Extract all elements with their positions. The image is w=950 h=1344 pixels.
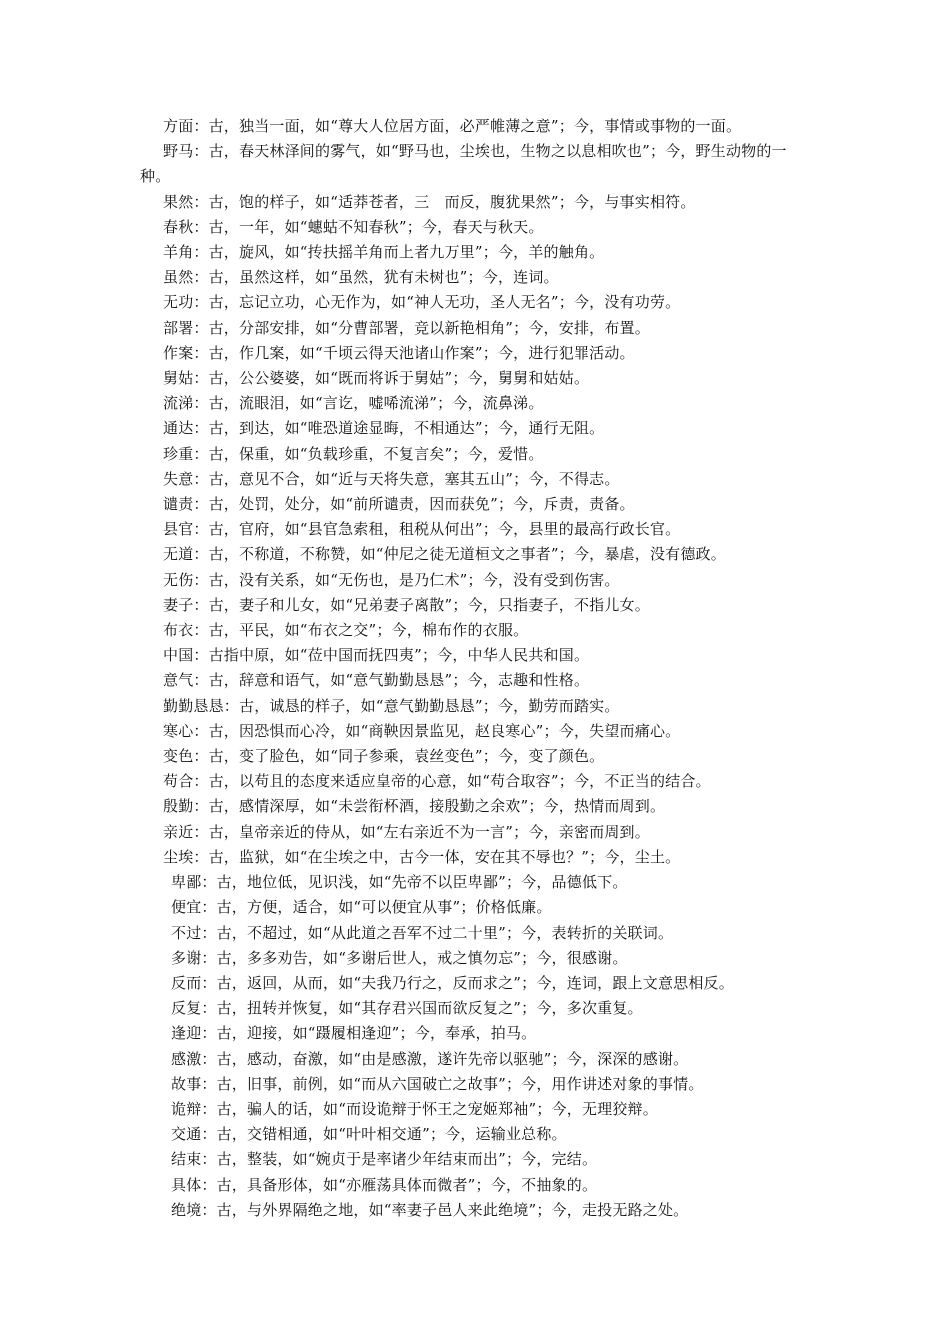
glossary-entry: 妻子：古，妻子和儿女，如“兄弟妻子离散”；今，只指妻子，不指儿女。 bbox=[163, 595, 650, 614]
glossary-entry: 变色：古，变了脸色，如“同子参乘，袁丝变色”；今，变了颜色。 bbox=[163, 747, 605, 766]
glossary-entry: 无伤：古，没有关系，如“无伤也，是乃仁术”；今，没有受到伤害。 bbox=[163, 570, 620, 589]
glossary-entry: 果然：古，饱的样子，如“适莽苍者，三 而反，腹犹果然”；今，与事实相符。 bbox=[163, 192, 696, 211]
glossary-entry: 诡辩：古，骗人的话，如“而设诡辩于怀王之宠姬郑袖”；今，无理狡辩。 bbox=[171, 1099, 658, 1118]
glossary-entry: 感激：古，感动，奋激，如“由是感激，遂许先帝以驱驰”；今，深深的感谢。 bbox=[171, 1049, 689, 1068]
glossary-entry: 羊角：古，旋风，如“抟扶摇羊角而上者九万里”；今，羊的触角。 bbox=[163, 243, 605, 262]
glossary-entry: 多谢：古，多多劝告，如“多谢后世人，戒之慎勿忘”；今，很感谢。 bbox=[171, 948, 628, 967]
glossary-entry: 反而：古，返回，从而，如“夫我乃行之，反而求之”；今，连词，跟上文意思相反。 bbox=[171, 973, 734, 992]
glossary-entry: 故事：古，旧事，前例，如“而从六国破亡之故事”；今，用作讲述对象的事情。 bbox=[171, 1074, 704, 1093]
glossary-entry: 无道：古，不称道，不称赞，如“仲尼之徒无道桓文之事者”；今，暴虐，没有德政。 bbox=[163, 545, 726, 564]
glossary-entry: 亲近：古，皇帝亲近的侍从，如“左右亲近不为一言”；今，亲密而周到。 bbox=[163, 822, 650, 841]
glossary-entry: 春秋：古，一年，如“蟪蛄不知春秋”；今，春天与秋天。 bbox=[163, 217, 544, 236]
glossary-entry: 方面：古，独当一面，如“尊大人位居方面，必严帷薄之意”；今，事情或事物的一面。 bbox=[163, 117, 742, 135]
glossary-entry: 反复：古，扭转并恢复，如“其存君兴国而欲反复之”；今，多次重复。 bbox=[171, 999, 643, 1018]
glossary-entry: 舅姑：古，公公婆婆，如“既而将诉于舅姑”；今，舅舅和姑姑。 bbox=[163, 369, 590, 388]
glossary-entry: 绝境：古，与外界隔绝之地，如“率妻子邑人来此绝境”；今，走投无路之处。 bbox=[171, 1200, 689, 1219]
glossary-entry: 通达：古，到达，如“唯恐道途显晦，不相通达”；今，通行无阻。 bbox=[163, 419, 605, 438]
glossary-entry: 寒心：古，因恐惧而心冷，如“商鞅因景监见，赵良寒心”；今，失望而痛心。 bbox=[163, 721, 681, 740]
glossary-entry: 具体：古，具备形体，如“亦雁荡具体而微者”；今，不抽象的。 bbox=[171, 1175, 598, 1194]
glossary-entry: 部署：古，分部安排，如“分曹部署，竞以新艳相角”；今，安排，布置。 bbox=[163, 318, 650, 337]
glossary-entry: 意气：古，辞意和语气，如“意气勤勤恳恳”；今，志趣和性格。 bbox=[163, 671, 590, 690]
glossary-entry: 流涕：古，流眼泪，如“言讫，嘘唏流涕”；今，流鼻涕。 bbox=[163, 394, 544, 413]
glossary-entry: 布衣：古，平民，如“布衣之交”；今，棉布作的衣服。 bbox=[163, 621, 529, 640]
glossary-entry: 野马：古，春天林泽间的雾气，如“野马也，尘埃也，生物之以息相吹也”；今，野生动物的一种。 bbox=[140, 142, 787, 186]
glossary-entry: 尘埃：古，监狱，如“在尘埃之中，古今一体，安在其不辱也？”；今，尘土。 bbox=[163, 847, 681, 866]
glossary-entry: 失意：古，意见不合，如“近与天将失意，塞其五山”；今，不得志。 bbox=[163, 469, 620, 488]
glossary-entry: 苟合：古，以苟且的态度来适应皇帝的心意，如“苟合取容”；今，不正当的结合。 bbox=[163, 772, 711, 791]
glossary-entry: 无功：古，忘记立功，心无作为，如“神人无功，圣人无名”；今，没有功劳。 bbox=[163, 293, 681, 312]
glossary-entry: 便宜：古，方便，适合，如“可以便宜从事”；价格低廉。 bbox=[171, 898, 552, 917]
glossary-entry: 不过：古，不超过，如“从此道之吾军不过二十里”；今，表转折的关联词。 bbox=[171, 923, 674, 942]
glossary-entry: 交通：古，交错相通，如“叶叶相交通”；今，运输业总称。 bbox=[171, 1125, 567, 1144]
glossary-entry: 作案：古，作几案，如“千顷云得天池诸山作案”；今，进行犯罪活动。 bbox=[163, 343, 635, 362]
glossary-entry: 虽然：古，虽然这样，如“虽然，犹有未树也”；今，连词。 bbox=[163, 268, 559, 287]
glossary-entry: 勤勤恳恳：古，诚恳的样子，如“意气勤勤恳恳”；今，勤劳而踏实。 bbox=[163, 696, 620, 715]
glossary-entry: 珍重：古，保重，如“负载珍重，不复言矣”；今，爱惜。 bbox=[163, 444, 544, 463]
glossary-list bbox=[140, 114, 820, 1223]
glossary-entry: 县官：古，官府，如“县官急索租，租税从何出”；今，县里的最高行政长官。 bbox=[163, 520, 681, 539]
glossary-entry: 中国：古指中原，如“莅中国而抚四夷”；今，中华人民共和国。 bbox=[163, 646, 590, 665]
glossary-entry: 殷勤：古，感情深厚，如“未尝衔杯酒，接殷勤之余欢”；今，热情而周到。 bbox=[163, 797, 666, 816]
glossary-entry: 谴责：古，处罚，处分，如“前所谴责，因而获免”；今，斥责，责备。 bbox=[163, 495, 635, 514]
glossary-entry: 逢迎：古，迎接，如“蹑履相逢迎”；今，奉承，拍马。 bbox=[171, 1024, 537, 1043]
glossary-entry: 卑鄙：古，地位低，见识浅，如“先帝不以臣卑鄙”；今，品德低下。 bbox=[171, 873, 628, 892]
glossary-entry: 结束：古，整装，如“婉贞于是率诸少年结束而出”；今，完结。 bbox=[171, 1150, 598, 1169]
